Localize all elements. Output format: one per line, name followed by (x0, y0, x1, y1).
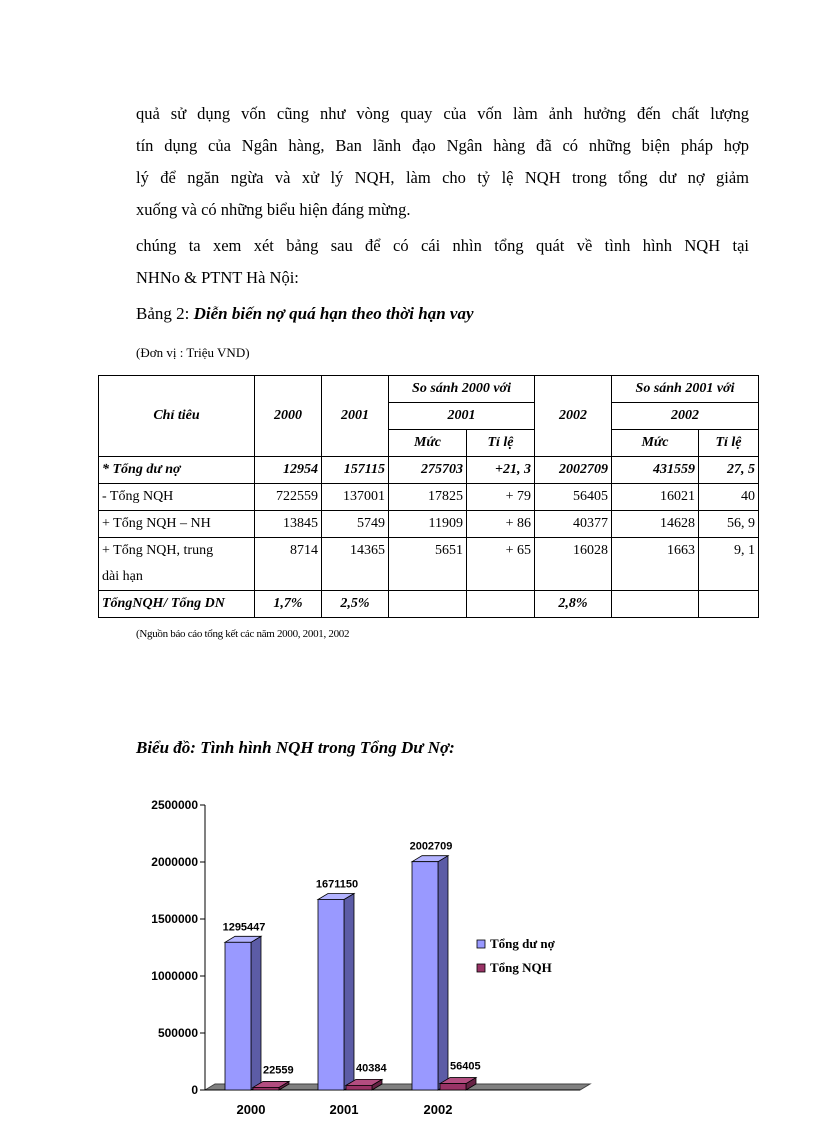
header-compare-2001-2002-l2: 2002 (612, 403, 759, 430)
cell-level: 5651 (389, 538, 467, 591)
header-compare-2000-2001-l1: So sánh 2000 với (389, 376, 535, 403)
row-label: * Tổng dư nợ (99, 457, 255, 484)
cell-2001: 157115 (322, 457, 389, 484)
cell-level2: 14628 (612, 511, 699, 538)
header-ratio: Tỉ lệ (467, 430, 535, 457)
y-tick-label: 1500000 (151, 912, 198, 926)
header-2002: 2002 (535, 376, 612, 457)
cell-2001: 2,5% (322, 591, 389, 618)
row-label-line2: dài hạn (102, 569, 143, 584)
cell-2002: 2,8% (535, 591, 612, 618)
paragraph-1 (136, 98, 749, 226)
bar-overdue (440, 1084, 466, 1090)
table-row (99, 591, 759, 618)
chart-title: Biểu đồ: Tình hình NQH trong Tổng Dư Nợ: (136, 738, 455, 757)
data-label-overdue: 56405 (450, 1060, 481, 1073)
text-line: quả sử dụng vốn cũng như vòng quay của vốn làm ảnh hưởng đến chất lượng (136, 104, 749, 123)
cell-ratio: + 86 (467, 511, 535, 538)
header-compare-2001-2002-l1: So sánh 2001 với (612, 376, 759, 403)
cell-2002: 16028 (535, 538, 612, 591)
cell-level: 11909 (389, 511, 467, 538)
y-tick-label: 1000000 (151, 969, 198, 983)
table-title-prefix: Bảng 2: (136, 304, 194, 323)
cell-level2: 1663 (612, 538, 699, 591)
cell-level2 (612, 591, 699, 618)
legend-swatch (477, 964, 485, 972)
y-tick-label: 2000000 (151, 855, 198, 869)
cell-level (389, 591, 467, 618)
cell-ratio2: 9, 1 (699, 538, 759, 591)
cell-ratio: +21, 3 (467, 457, 535, 484)
x-tick-label: 2002 (423, 1102, 453, 1117)
cell-2000: 13845 (255, 511, 322, 538)
header-2000: 2000 (255, 376, 322, 457)
cell-2000: 12954 (255, 457, 322, 484)
cell-2002: 40377 (535, 511, 612, 538)
row-label: TổngNQH/ Tổng DN (99, 591, 255, 618)
bar-overdue (253, 1087, 279, 1090)
bar-total-debt (412, 862, 438, 1090)
cell-ratio2: 40 (699, 484, 759, 511)
cell-ratio (467, 591, 535, 618)
data-label-overdue: 40384 (356, 1062, 387, 1075)
row-label: + Tổng NQH – NH (99, 511, 255, 538)
text-line: lý để ngăn ngừa và xử lý NQH, làm cho tỷ lệ NQH trong tổng dư nợ giảm (136, 168, 749, 187)
cell-2001: 14365 (322, 538, 389, 591)
text-line: tín dụng của Ngân hàng, Ban lãnh đạo Ngân hàng đã có những biện pháp hợp (136, 136, 749, 155)
header-row (99, 376, 759, 403)
cell-level2: 16021 (612, 484, 699, 511)
cell-ratio: + 65 (467, 538, 535, 591)
cell-2000: 722559 (255, 484, 322, 511)
text-line: xuống và có những biểu hiện đáng mừng. (136, 200, 411, 219)
bar-total-debt (225, 942, 251, 1090)
cell-2002: 2002709 (535, 457, 612, 484)
bar-chart (130, 790, 610, 1120)
data-label-total-debt: 1295447 (222, 921, 266, 934)
cell-ratio: + 79 (467, 484, 535, 511)
source-note: (Nguồn báo cáo tổng kết các năm 2000, 2001, 2002 (136, 628, 350, 640)
row-label-line1: + Tổng NQH, trung (102, 543, 214, 558)
row-label (99, 538, 255, 591)
header-level: Mức (389, 430, 467, 457)
header-level2: Mức (612, 430, 699, 457)
table-row (99, 457, 759, 484)
cell-2002: 56405 (535, 484, 612, 511)
bar-total-debt-side (251, 936, 261, 1090)
bar-total-debt-side (438, 856, 448, 1090)
cell-2000: 1,7% (255, 591, 322, 618)
cell-level: 17825 (389, 484, 467, 511)
text-line: chúng ta xem xét bảng sau để có cái nhìn tổng quát về tình hình NQH tại (136, 236, 749, 255)
bar-total-debt-side (344, 893, 354, 1090)
cell-2000: 8714 (255, 538, 322, 591)
legend-label: Tổng dư nợ (490, 936, 555, 951)
table-row (99, 538, 759, 591)
header-indicator: Chỉ tiêu (99, 376, 255, 457)
data-label-overdue: 22559 (263, 1064, 294, 1077)
data-label-total-debt: 2002709 (409, 840, 453, 853)
table-title-text: Diễn biến nợ quá hạn theo thời hạn vay (193, 304, 474, 323)
bar-total-debt (318, 899, 344, 1090)
cell-level: 275703 (389, 457, 467, 484)
paragraph-2 (136, 230, 749, 294)
legend-label: Tổng NQH (490, 960, 552, 975)
y-tick-label: 2500000 (151, 798, 198, 812)
data-table (98, 375, 759, 618)
cell-level2: 431559 (612, 457, 699, 484)
cell-2001: 5749 (322, 511, 389, 538)
cell-ratio2: 56, 9 (699, 511, 759, 538)
bar-overdue (346, 1085, 372, 1090)
y-tick-label: 0 (191, 1083, 198, 1097)
header-ratio2: Tỉ lệ (699, 430, 759, 457)
x-tick-label: 2000 (236, 1102, 266, 1117)
cell-ratio2: 27, 5 (699, 457, 759, 484)
text-line: NHNo & PTNT Hà Nội: (136, 268, 299, 287)
unit-note: (Đơn vị : Triệu VND) (136, 345, 250, 360)
row-label: - Tổng NQH (99, 484, 255, 511)
table-title (136, 304, 474, 324)
cell-2001: 137001 (322, 484, 389, 511)
cell-ratio2 (699, 591, 759, 618)
table-row (99, 511, 759, 538)
data-label-total-debt: 1671150 (315, 878, 359, 891)
table-row (99, 484, 759, 511)
header-compare-2000-2001-l2: 2001 (389, 403, 535, 430)
y-tick-label: 500000 (157, 1026, 198, 1040)
header-2001: 2001 (322, 376, 389, 457)
x-tick-label: 2001 (329, 1102, 359, 1117)
legend-swatch (477, 940, 485, 948)
